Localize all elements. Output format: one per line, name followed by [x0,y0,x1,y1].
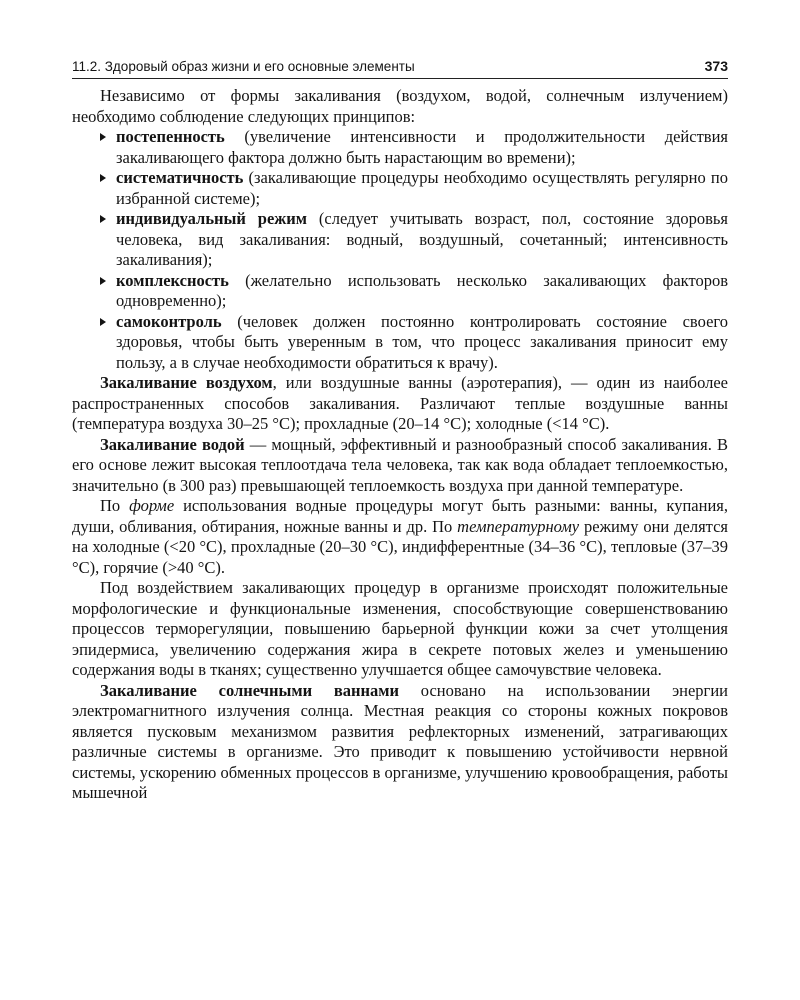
page-number: 373 [704,58,728,74]
forms-italic-temperature: температурному [457,516,580,536]
procedure-forms-paragraph [72,496,728,578]
intro-paragraph: Независимо от формы закаливания (воздухом, водой, солнечным излучением) необходимо соблюдение следующих принципов: [72,86,728,126]
principle-term: индивидуальный режим [116,209,308,228]
effects-paragraph: Под воздействием закаливающих процедур в организме происходят положительные морфологические и функциональные изменения, способствующие совершенствованию процессов терморегуляции, повышению барьерной функции кожи за счет утолщения эпидермиса, увеличению содержания жира в секрете потовых желез и уменьшению содержания воды в тканях; существенно улучшается общее самочувствие человека. [72,578,728,679]
principle-text: (увеличение интенсивности и продолжительности действия закаливающего фактора должно быть нарастающим во времени); [116,127,728,167]
sun-hardening-term: Закаливание солнечными ваннами [100,680,400,700]
principle-term: постепенность [116,127,225,146]
principle-item [72,209,728,271]
principle-item [72,312,728,374]
principle-text: (человек должен постоянно контролировать состояние своего здоровья, чтобы быть уверенным в том, что процесс закаливания приносит ему пользу, а в случае необходимости обратиться к врачу). [116,311,728,372]
principle-item [72,127,728,168]
triangle-bullet-icon [100,215,106,223]
air-hardening-term: Закаливание воздухом [100,373,273,392]
principle-text: (желательно использовать несколько закаливающих факторов одновременно); [116,270,728,310]
forms-text-3: режиму они делятся на холодные (<20 °С), прохладные (20–30 °С), индифферентные (34–36 °С), тепловые (37–39 °С), горячие (>40 °С). [72,516,728,577]
triangle-bullet-icon [100,277,106,285]
page-body [72,86,728,804]
principle-text: (закаливающие процедуры необходимо осуществлять регулярно по избранной системе); [116,168,728,208]
triangle-bullet-icon [100,318,106,326]
air-hardening-paragraph [72,373,728,435]
principle-item [72,271,728,312]
sun-hardening-text: основано на использовании энергии электромагнитного излучения солнца. Местная реакция со стороны кожных покровов является пусковым механизмом развития рефлекторных изменений, затрагивающих различные системы в организме. Это приводит к повышению устойчивости нервной системы, ускорению обменных процессов в организме, улучшению кровообращения, работы мышечной [72,680,728,802]
water-hardening-term: Закаливание водой [100,434,245,454]
principle-text: (следует учитывать возраст, пол, состояние здоровья человека, вид закаливания: водный, воздушный, сочетанный; интенсивность закаливания); [116,209,728,269]
section-title: 11.2. Здоровый образ жизни и его основные элементы [72,59,415,74]
air-hardening-text: , или воздушные ванны (аэротерапия), — один из наиболее распространенных способов закаливания. Различают теплые воздушные ванны (температура воздуха 30–25 °С); прохладные (20–14 °С); холодные (<14 °С). [72,373,728,433]
triangle-bullet-icon [100,174,106,182]
principle-term: самоконтроль [116,311,222,331]
sun-hardening-paragraph [72,681,728,804]
principle-item [72,168,728,209]
forms-text-1: По [100,496,130,515]
principles-list [72,127,728,373]
forms-italic-form: форме [129,496,175,515]
running-header [72,58,728,79]
water-hardening-text: — мощный, эффективный и разнообразный способ закаливания. В его основе лежит высокая теплоотдача тела человека, так как вода обладает теплоемкостью, значительно (в 300 раз) превышающей теплоемкость воздуха при данной температуре. [72,434,728,495]
principle-term: систематичность [116,168,244,187]
forms-text-2: использования водные процедуры могут быть разными: ванны, купания, души, обливания, обтирания, ножные ванны и др. По [72,496,728,536]
water-hardening-paragraph [72,435,728,497]
principle-term: комплексность [116,270,229,290]
triangle-bullet-icon [100,133,106,141]
